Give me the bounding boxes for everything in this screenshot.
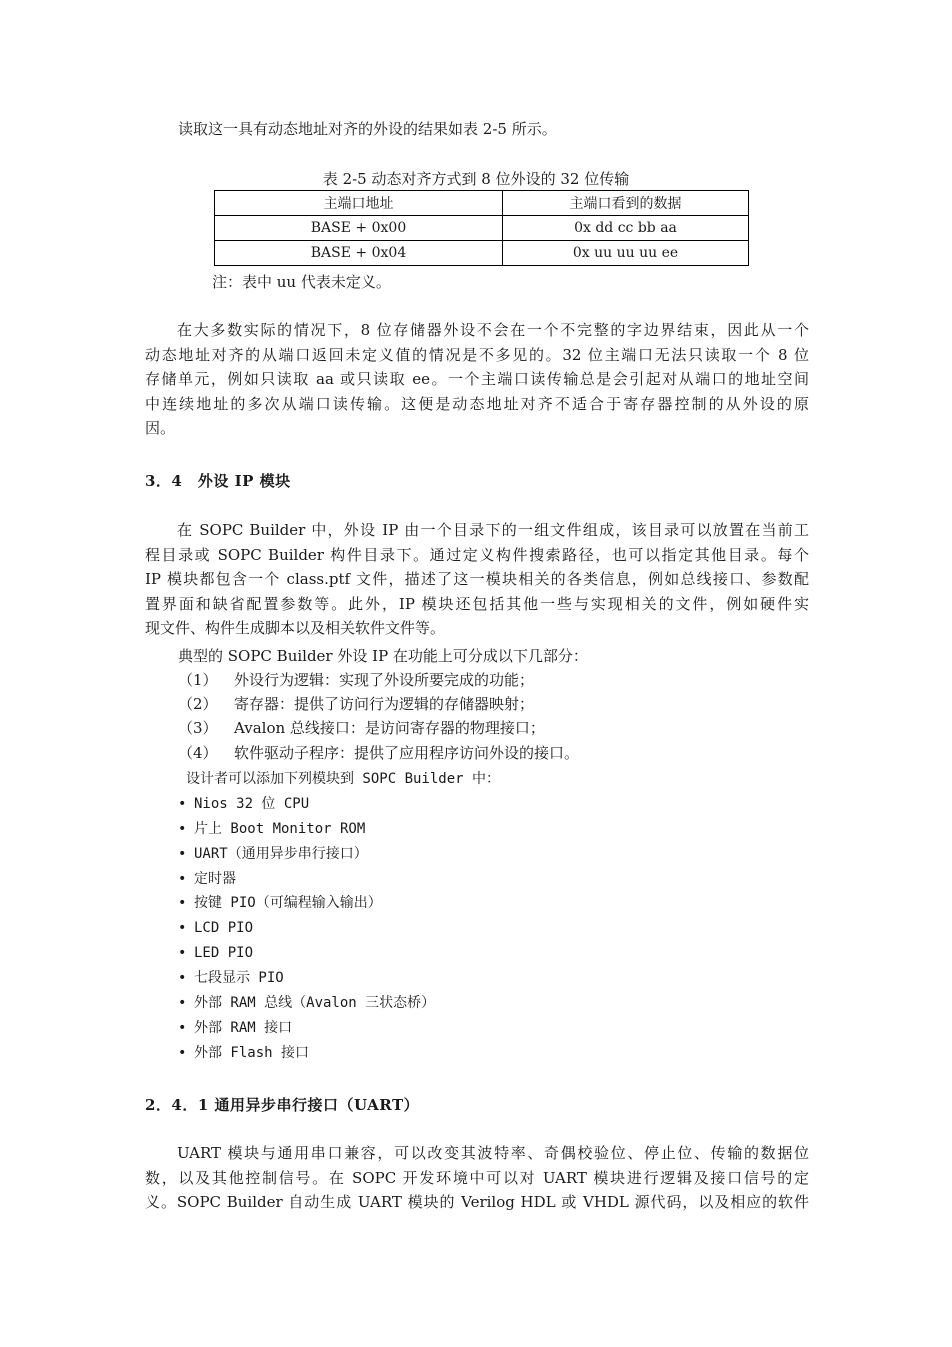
list-item (178, 916, 253, 940)
table-cell: 0x dd cc bb aa (503, 216, 749, 241)
paragraph-ip-structure (145, 518, 809, 641)
list-item (178, 1041, 309, 1065)
bullet-icon: • (178, 1045, 187, 1061)
table-row (215, 241, 749, 266)
paragraph-line: 程目录或 SOPC Builder 构件目录下。通过定义构件搜索路径，也可以指定其他目录。每个 (145, 545, 809, 564)
intro-sentence: 读取这一具有动态地址对齐的外设的结果如表 2-5 所示。 (178, 120, 557, 138)
list-item (178, 941, 253, 965)
paragraph-line: 数，以及其他控制信号。在 SOPC 开发环境中可以对 UART 模块进行逻辑及接口信号的定 (145, 1168, 809, 1187)
list-item-text: LCD PIO (194, 920, 254, 936)
list-item (178, 891, 382, 915)
list-item-number: （3） (178, 719, 218, 737)
list-item-text: 寄存器：提供了访问行为逻辑的存储器映射； (234, 695, 535, 713)
bullet-icon: • (178, 945, 187, 961)
table-caption: 表 2-5 动态对齐方式到 8 位外设的 32 位传输 (322, 170, 630, 188)
paragraph-line: 存储单元，例如只读取 aa 或只读取 ee。一个主端口读传输总是会引起对从端口的地址空间 (145, 370, 809, 388)
paragraph-uart (145, 1141, 809, 1215)
table-cell: BASE + 0x04 (215, 241, 503, 266)
list-item-number: （2） (178, 695, 218, 713)
bullet-icon: • (178, 821, 187, 837)
table-row (215, 216, 749, 241)
list-item (178, 966, 284, 990)
modules-intro: 设计者可以添加下列模块到 SOPC Builder 中： (186, 771, 501, 787)
list-item-text: LED PIO (194, 945, 254, 961)
list-item (178, 1016, 292, 1040)
list-item-text: 外部 RAM 接口 (194, 1020, 293, 1036)
paragraph-line: 置界面和缺省配置参数等。此外，IP 模块还包括其他一些与实现相关的文件，例如硬件实 (145, 594, 809, 613)
bullet-icon: • (178, 796, 187, 812)
bullet-icon: • (178, 895, 187, 911)
paragraph-line: 义。SOPC Builder 自动生成 UART 模块的 Verilog HDL 或 VHDL 源代码，以及相应的软件 (145, 1193, 809, 1211)
list-item (178, 991, 435, 1015)
paragraph-line: 在 SOPC Builder 中，外设 IP 由一个目录下的一组文件组成，该目录可以放置在当前工 (177, 521, 809, 539)
bullet-icon: • (178, 920, 187, 936)
bullet-icon: • (178, 846, 187, 862)
list-item-text: 外设行为逻辑：实现了外设所要完成的功能； (234, 671, 535, 689)
bullet-icon: • (178, 995, 187, 1011)
bullet-icon: • (178, 871, 187, 887)
list-item-text: 软件驱动子程序：提供了应用程序访问外设的接口。 (234, 744, 580, 762)
list-item (178, 741, 579, 765)
list-item (178, 692, 534, 716)
section-heading-peripheral-ip: 3．4 外设 IP 模块 (145, 472, 291, 490)
list-item-number: （1） (178, 671, 218, 689)
list-item (178, 792, 309, 816)
table-cell: BASE + 0x00 (215, 216, 503, 241)
table-header-row (215, 191, 749, 216)
paragraph-unaligned-reads (145, 318, 809, 441)
list-item (178, 817, 365, 841)
bullet-icon: • (178, 970, 187, 986)
paragraph-line: IP 模块都包含一个 class.ptf 文件，描述了这一模块相关的各类信息，例如总线接口、参数配 (145, 570, 809, 588)
paragraph-line: 中连续地址的多次从端口读传输。这便是动态地址对齐不适合于寄存器控制的从外设的原 (145, 394, 809, 413)
list-item (178, 867, 236, 891)
paragraph-line: 在大多数实际的情况下，8 位存储器外设不会在一个不完整的字边界结束，因此从一个 (177, 321, 809, 339)
table-cell: 0x uu uu uu ee (503, 241, 749, 266)
paragraph-line: 动态地址对齐的从端口返回未定义值的情况是不多见的。32 位主端口无法只读取一个 8 位 (145, 345, 809, 364)
list-item-text: 片上 Boot Monitor ROM (194, 821, 366, 837)
list-item (178, 668, 534, 692)
paragraph-line: UART 模块与通用串口兼容，可以改变其波特率、奇偶校验位、停止位、传输的数据位 (177, 1144, 809, 1162)
list-item (178, 716, 545, 740)
section-heading-uart: 2．4．1 通用异步串行接口（UART） (145, 1096, 420, 1114)
table-header-cell: 主端口看到的数据 (503, 191, 749, 216)
list-item-number: （4） (178, 744, 218, 762)
list-item-text: Nios 32 位 CPU (194, 796, 310, 812)
bullet-icon: • (178, 1020, 187, 1036)
list-item-text: 外部 Flash 接口 (194, 1045, 310, 1061)
list-item (178, 842, 368, 866)
list-item-text: UART（通用异步串行接口） (194, 846, 368, 862)
list-item-text: Avalon 总线接口：是访问寄存器的物理接口； (234, 719, 545, 737)
paragraph-ip-parts-intro: 典型的 SOPC Builder 外设 IP 在功能上可分成以下几部分： (178, 647, 588, 665)
list-item-text: 七段显示 PIO (194, 970, 284, 986)
list-item-text: 定时器 (194, 871, 236, 887)
table-header-cell: 主端口地址 (215, 191, 503, 216)
paragraph-line: 因。 (145, 419, 176, 437)
list-item-text: 外部 RAM 总线（Avalon 三状态桥） (194, 995, 436, 1011)
paragraph-line: 现文件、构件生成脚本以及相关软件文件等。 (145, 619, 446, 637)
transfer-table (214, 190, 749, 266)
list-item-text: 按键 PIO（可编程输入输出） (194, 895, 382, 911)
table-note: 注：表中 uu 代表未定义。 (212, 273, 391, 291)
